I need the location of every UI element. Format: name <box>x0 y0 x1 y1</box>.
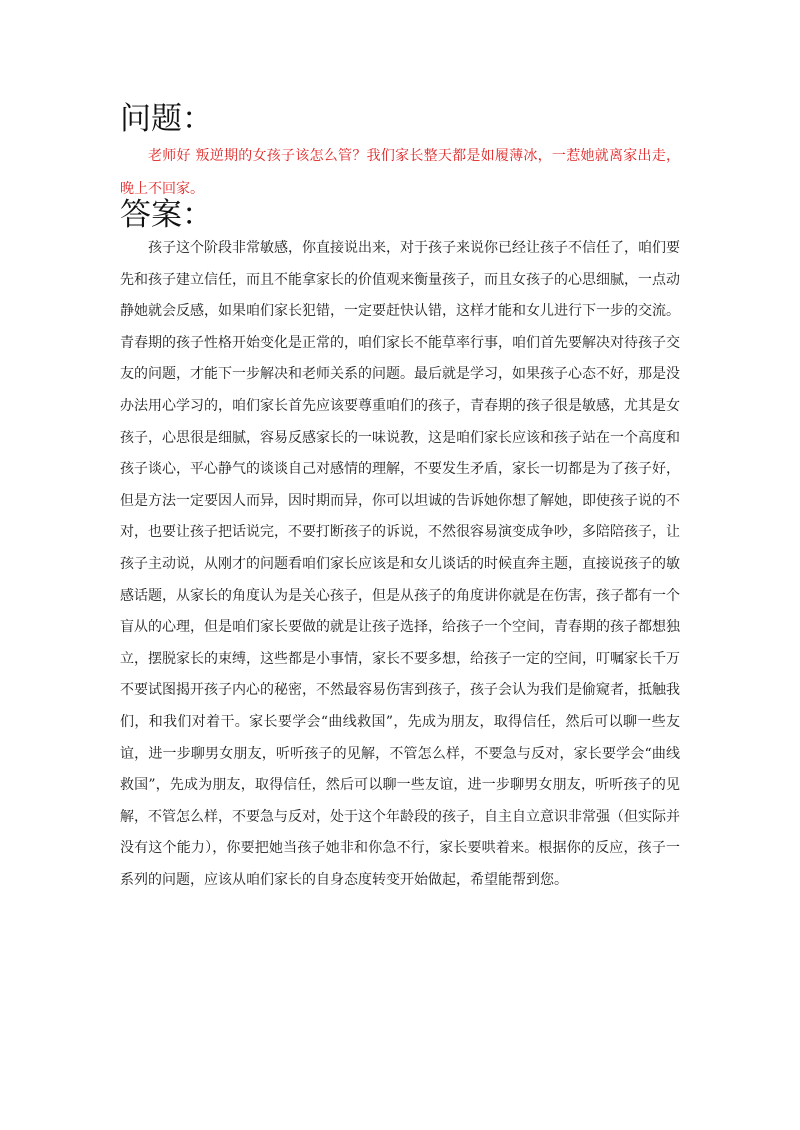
question-heading: 问题： <box>120 101 213 137</box>
answer-text: 孩子这个阶段非常敏感，你直接说出来，对于孩子来说你已经让孩子不信任了，咱们要先和孩子建立信任，而且不能拿家长的价值观来衡量孩子，而且女孩子的心思细腻，一点动静她就会反感，如果咱们家长犯错，一定要赶快认错，这样才能和女儿进行下一步的交流。青春期的孩子性格开始变化是正常的，咱们家长不能草率行事，咱们首先要解决对待孩子交友的问题，才能下一步解决和老师关系的问题。最后就是学习，如果孩子心态不好，那是没办法用心学习的，咱们家长首先应该要尊重咱们的孩子，青春期的孩子很是敏感，尤其是女孩子，心思很是细腻，容易反感家长的一味说教，这是咱们家长应该和孩子站在一个高度和孩子谈心，平心静气的谈谈自己对感情的理解，不要发生矛盾，家长一切都是为了孩子好，但是方法一定要因人而异，因时期而异，你可以坦诚的告诉她你想了解她，即使孩子说的不对，也要让孩子把话说完，不要打断孩子的诉说，不然很容易演变成争吵，多陪陪孩子，让孩子主动说，从刚才的问题看咱们家长应该是和女儿谈话的时候直奔主题，直接说孩子的敏感话题，从家长的角度认为是关心孩子，但是从孩子的角度讲你就是在伤害，孩子都有一个盲从的心理，但是咱们家长要做的就是让孩子选择，给孩子一个空间，青春期的孩子都想独立，摆脱家长的束缚，这些都是小事情，家长不要多想，给孩子一定的空间，叮嘱家长千万不要试图揭开孩子内心的秘密，不然最容易伤害到孩子，孩子会认为我们是偷窥者，抵触我们，和我们对着干。家长要学会“曲线救国”，先成为朋友，取得信任，然后可以聊一些友谊，进一步聊男女朋友，听听孩子的见解，不管怎么样，不要急与反对，家长要学会“曲线救国”，先成为朋友，取得信任，然后可以聊一些友谊，进一步聊男女朋友，听听孩子的见解，不管怎么样，不要急与反对，处于这个年龄段的孩子，自主自立意识非常强（但实际并没有这个能力），你要把她当孩子她非和你急不行，家长要哄着来。根据你的反应，孩子一系列的问题，应该从咱们家长的自身态度转变开始做起，希望能帮到您。 <box>120 240 680 888</box>
question-text: 老师好 叛逆期的女孩子该怎么管？我们家长整天都是如履薄冰，一惹她就离家出走，晚上不回家。 <box>120 148 680 197</box>
answer-heading: 答案： <box>120 197 213 233</box>
